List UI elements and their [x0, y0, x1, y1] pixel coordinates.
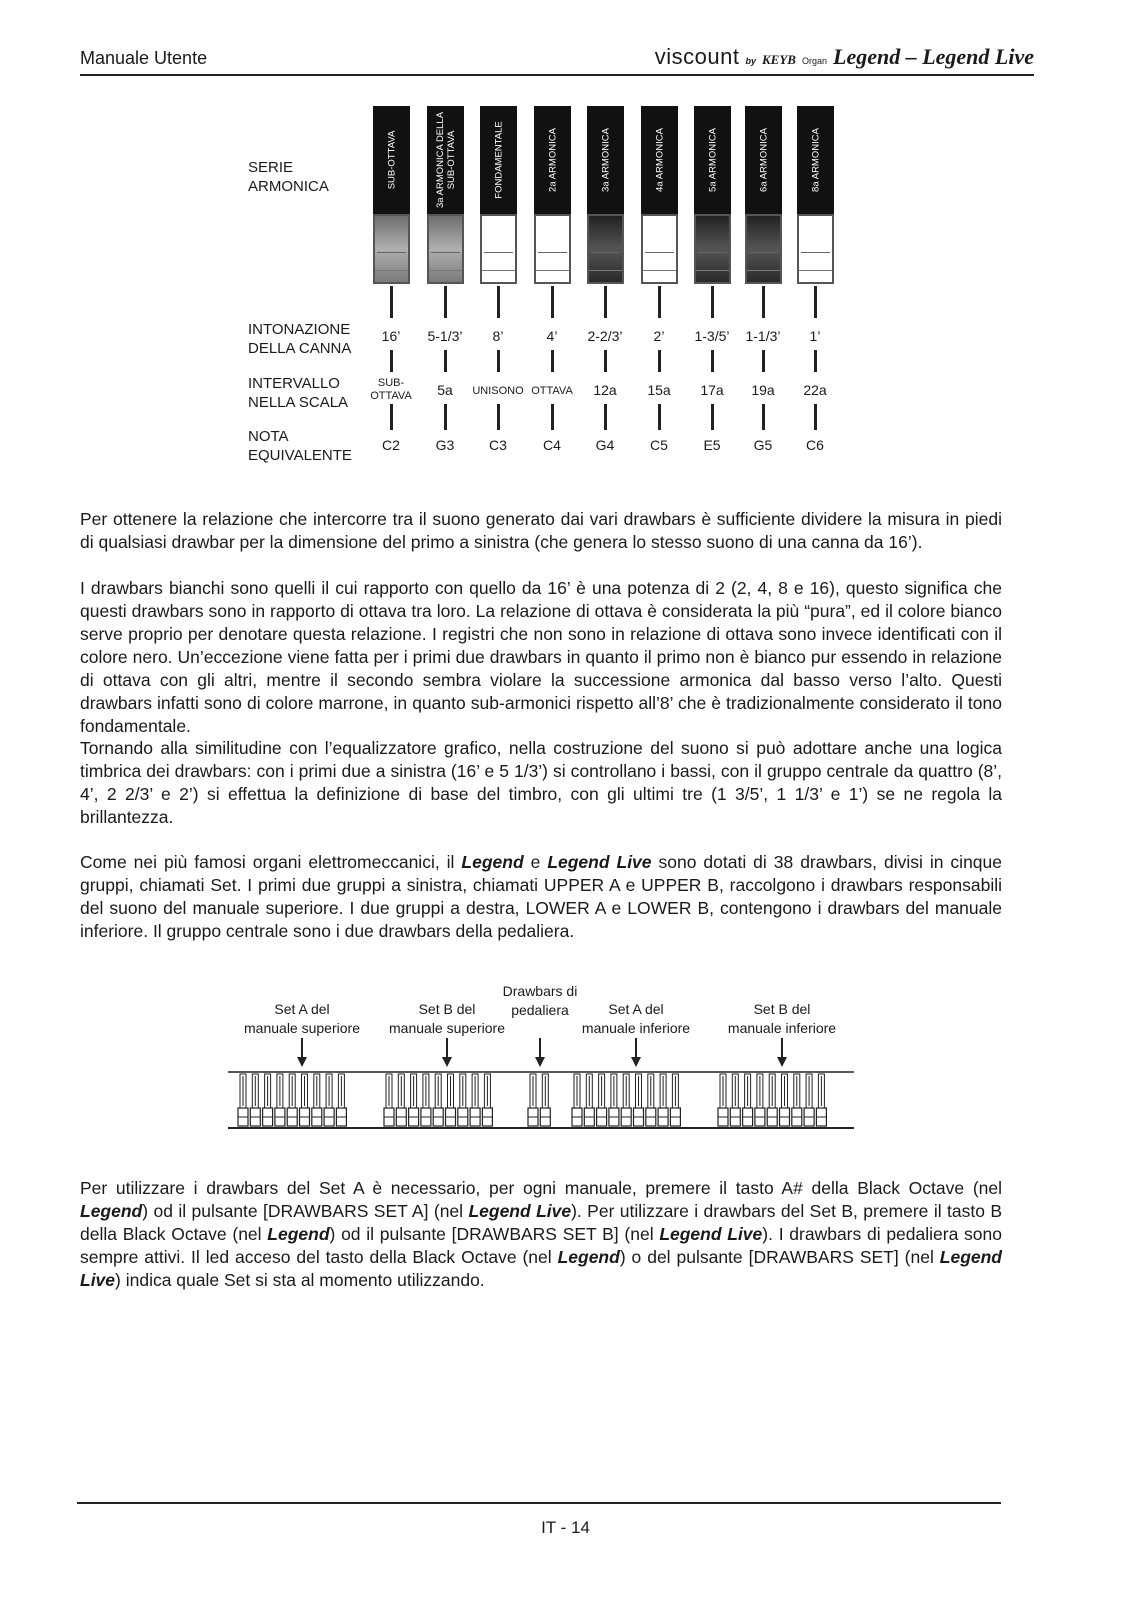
note-value: C3 — [489, 437, 507, 453]
harmonic-label: FONDAMENTALE — [493, 121, 504, 199]
footage-value: 2’ — [653, 328, 665, 344]
paragraph-2: I drawbars bianchi sono quelli il cui rapporto con quello da 16’ è una potenza di 2 (2, 4, 8 e 16), questo significa che questi drawbars sono in rapporto di ottava tra loro. La relazione di ottava è considerata la più “pura”, ed il colore bianco serve proprio per denotare questa relazione. I registri che non sono in relazione di ottava sono invece identificati con il colore nero. Un’eccezione viene fatta per i primi due drawbars in quanto il primo non è bianco pur essendo in relazione di ottava con gli altri, mentre il secondo sembra violare la successione armonica dal basso verso l’alto. Questi drawbars infatti sono di colore marrone, in quanto sub-armonici rispetto all’8’ che è tradizionalmente considerato il tono fondamentale. — [80, 578, 1002, 736]
mini-drawbar — [384, 1074, 394, 1126]
mini-drawbar — [433, 1074, 443, 1126]
interval-value: 12a — [593, 382, 617, 398]
mini-drawbar — [634, 1074, 644, 1126]
harmonic-label: 8a ARMONICA — [810, 128, 821, 192]
label-intervallo: INTERVALLO NELLA SCALA — [248, 375, 349, 411]
tick-mark — [551, 286, 554, 318]
arrow-head — [631, 1057, 641, 1067]
harmonic-label: 2a ARMONICA — [547, 128, 558, 192]
label-intonazione: INTONAZIONE DELLA CANNA — [248, 321, 352, 357]
harmonic-label: 4a ARMONICA — [654, 128, 665, 192]
mini-drawbar — [421, 1074, 431, 1126]
mini-drawbar — [300, 1074, 310, 1126]
footage-value: 2-2/3’ — [587, 328, 623, 344]
tick-mark — [762, 350, 765, 372]
tick-mark — [814, 286, 817, 318]
tick-mark — [497, 286, 500, 318]
mini-drawbar — [409, 1074, 419, 1126]
tick-mark — [658, 286, 661, 318]
footage-value: 4’ — [546, 328, 558, 344]
paragraph-5: Per utilizzare i drawbars del Set A è necessario, per ogni manuale, premere il tasto A# della Black Octave (nel Legend) od il pulsante [DRAWBARS SET A] (nel Legend Live). Per utilizzare i drawbars del Set B, premere il tasto B della Black Octave (nel Legend) od il pulsante [DRAWBARS SET B] (nel Legend Live). I drawbars di pedaliera sono sempre attivi. Il led acceso del tasto della Black Octave (nel Legend) o del pulsante [DRAWBARS SET] (nel Legend Live) indica quale Set si sta al momento utilizzando. — [80, 1178, 1002, 1290]
drawbar-harmonic-figure — [240, 100, 860, 480]
note-value: C5 — [650, 437, 668, 453]
page-header — [80, 44, 1034, 76]
mini-drawbar — [743, 1074, 753, 1126]
drawbar-top — [797, 106, 834, 214]
mini-drawbar — [263, 1074, 273, 1126]
set-label: Set B del manuale inferiore — [727, 1001, 837, 1036]
header-brand — [655, 44, 1034, 70]
tick-mark — [444, 286, 447, 318]
mini-drawbar — [621, 1074, 631, 1126]
brand-viscount: viscount — [654, 44, 740, 69]
mini-drawbar — [482, 1074, 492, 1126]
drawbar-top — [694, 106, 731, 214]
drawbar-top — [373, 106, 410, 214]
tick-mark — [711, 350, 714, 372]
mini-drawbar — [336, 1074, 346, 1126]
page-number: IT - 14 — [541, 1518, 590, 1537]
mini-drawbar — [324, 1074, 334, 1126]
mini-drawbar — [804, 1074, 814, 1126]
tick-mark — [551, 408, 554, 430]
note-value: C2 — [382, 437, 400, 453]
footage-value: 1’ — [809, 328, 821, 344]
tick-mark — [551, 350, 554, 372]
arrow-head — [297, 1057, 307, 1067]
mini-drawbar — [312, 1074, 322, 1126]
drawbar-top — [745, 106, 782, 214]
mini-drawbar — [396, 1074, 406, 1126]
tick-mark — [711, 408, 714, 430]
mini-drawbar — [816, 1074, 826, 1126]
tick-mark — [658, 350, 661, 372]
brand-organ: Organ — [801, 56, 827, 66]
harmonic-label: 3a ARMONICA DELLA SUB-OTTAVA — [434, 111, 457, 209]
tick-mark — [762, 286, 765, 318]
drawbar-top — [587, 106, 624, 214]
mini-drawbar — [658, 1074, 668, 1126]
interval-value: OTTAVA — [531, 385, 573, 397]
paragraph-4: Come nei più famosi organi elettromeccanici, il Legend e Legend Live sono dotati di 38 drawbars, divisi in cinque gruppi, chiamati Set. I primi due gruppi a sinistra, chiamati UPPER A e UPPER B, raccolgono i drawbars responsabili del suono del manuale superiore. I due gruppi a destra, LOWER A e LOWER B, contengono i drawbars del manuale inferiore. Il gruppo centrale sono i due drawbars della pedaliera. — [80, 852, 1002, 941]
arrow-head — [535, 1057, 545, 1067]
mini-drawbar — [287, 1074, 297, 1126]
mini-drawbar — [730, 1074, 740, 1126]
mini-drawbar — [572, 1074, 582, 1126]
footage-value: 1-3/5’ — [694, 328, 730, 344]
drawbar-sets-figure — [226, 982, 866, 1132]
tick-mark — [497, 350, 500, 372]
drawbar-top — [427, 106, 464, 214]
tick-mark — [604, 286, 607, 318]
arrow-head — [777, 1057, 787, 1067]
label-nota: NOTA EQUIVALENTE — [248, 428, 352, 464]
interval-value: 17a — [700, 382, 724, 398]
mini-drawbar — [458, 1074, 468, 1126]
interval-value: SUB- OTTAVA — [370, 377, 412, 402]
mini-drawbar — [780, 1074, 790, 1126]
footage-value: 16’ — [381, 328, 401, 344]
drawbar-knob — [534, 214, 571, 284]
set-label: Drawbars di pedaliera — [502, 983, 578, 1018]
drawbar-knob — [694, 214, 731, 284]
mini-drawbar — [718, 1074, 728, 1126]
harmonic-label: 6a ARMONICA — [758, 128, 769, 192]
mini-drawbar — [597, 1074, 607, 1126]
note-value: C4 — [543, 437, 561, 453]
harmonic-label: 3a ARMONICA — [600, 128, 611, 192]
drawbar-knob — [427, 214, 464, 284]
drawbar-top — [480, 106, 517, 214]
tick-mark — [711, 286, 714, 318]
arrow-head — [442, 1057, 452, 1067]
mini-drawbar — [540, 1074, 550, 1126]
note-value: C6 — [806, 437, 824, 453]
mini-drawbar — [528, 1074, 538, 1126]
mini-drawbar — [755, 1074, 765, 1126]
mini-drawbar — [470, 1074, 480, 1126]
drawbar-knob — [797, 214, 834, 284]
tick-mark — [390, 350, 393, 372]
mini-drawbar — [792, 1074, 802, 1126]
tick-mark — [497, 408, 500, 430]
harmonic-label: SUB-OTTAVA — [386, 130, 397, 190]
tick-mark — [390, 408, 393, 430]
harmonic-label: 5a ARMONICA — [707, 128, 718, 192]
set-label: Set A del manuale superiore — [244, 1001, 360, 1036]
mini-drawbar — [275, 1074, 285, 1126]
drawbar-knob — [480, 214, 517, 284]
mini-drawbar — [609, 1074, 619, 1126]
drawbar-top — [534, 106, 571, 214]
set-label: Set B del manuale superiore — [389, 1001, 505, 1036]
mini-drawbar — [446, 1074, 456, 1126]
mini-drawbar — [238, 1074, 248, 1126]
tick-mark — [658, 408, 661, 430]
drawbar-top — [641, 106, 678, 214]
mini-drawbar — [584, 1074, 594, 1126]
paragraph-3: Tornando alla similitudine con l’equalizzatore grafico, nella costruzione del suono si può adottare anche una logica timbrica dei drawbars: con i primi due a sinistra (16’ e 5 1/3’) si controllano i bassi, con il gruppo centrale da quattro (8’, 4’, 2 2/3’ e 2’) si effettua la definizione di base del timbro, con gli ultimi tre (1 3/5’, 1 1/3’ e 1’) se ne regola la brillantezza. — [80, 738, 1002, 827]
mini-drawbar — [646, 1074, 656, 1126]
drawbar-knob — [587, 214, 624, 284]
footage-value: 5-1/3’ — [427, 328, 463, 344]
mini-drawbar — [670, 1074, 680, 1126]
footage-value: 1-1/3’ — [745, 328, 781, 344]
interval-value: 15a — [647, 382, 671, 398]
paragraph-1: Per ottenere la relazione che intercorre tra il suono generato dai vari drawbars è sufficiente dividere la misura in piedi di qualsiasi drawbar per la dimensione del primo a sinistra (che genera lo stesso suono di una canna da 16’). — [80, 509, 1002, 552]
drawbar-knob — [745, 214, 782, 284]
tick-mark — [604, 408, 607, 430]
tick-mark — [444, 350, 447, 372]
note-value: G3 — [435, 437, 455, 453]
interval-value: 5a — [437, 382, 453, 398]
interval-value: UNISONO — [472, 385, 524, 397]
note-value: G4 — [595, 437, 615, 453]
drawbar-knob — [641, 214, 678, 284]
footer-rule — [77, 1502, 1001, 1504]
model-name: Legend – Legend Live — [833, 44, 1034, 69]
interval-value: 22a — [803, 382, 827, 398]
note-value: E5 — [703, 437, 721, 453]
note-value: G5 — [753, 437, 773, 453]
brand-by: by — [745, 56, 757, 66]
mini-drawbar — [767, 1074, 777, 1126]
tick-mark — [762, 408, 765, 430]
tick-mark — [814, 350, 817, 372]
brand-keyb-logo: KEYB — [762, 52, 796, 67]
mini-drawbar — [250, 1074, 260, 1126]
tick-mark — [814, 408, 817, 430]
interval-value: 19a — [751, 382, 775, 398]
set-label: Set A del manuale inferiore — [581, 1001, 691, 1036]
label-serie-armonica: SERIE ARMONICA — [248, 159, 329, 195]
tick-mark — [444, 408, 447, 430]
header-title: Manuale Utente — [80, 48, 208, 68]
footage-value: 8’ — [492, 328, 504, 344]
drawbar-knob — [373, 214, 410, 284]
tick-mark — [390, 286, 393, 318]
tick-mark — [604, 350, 607, 372]
